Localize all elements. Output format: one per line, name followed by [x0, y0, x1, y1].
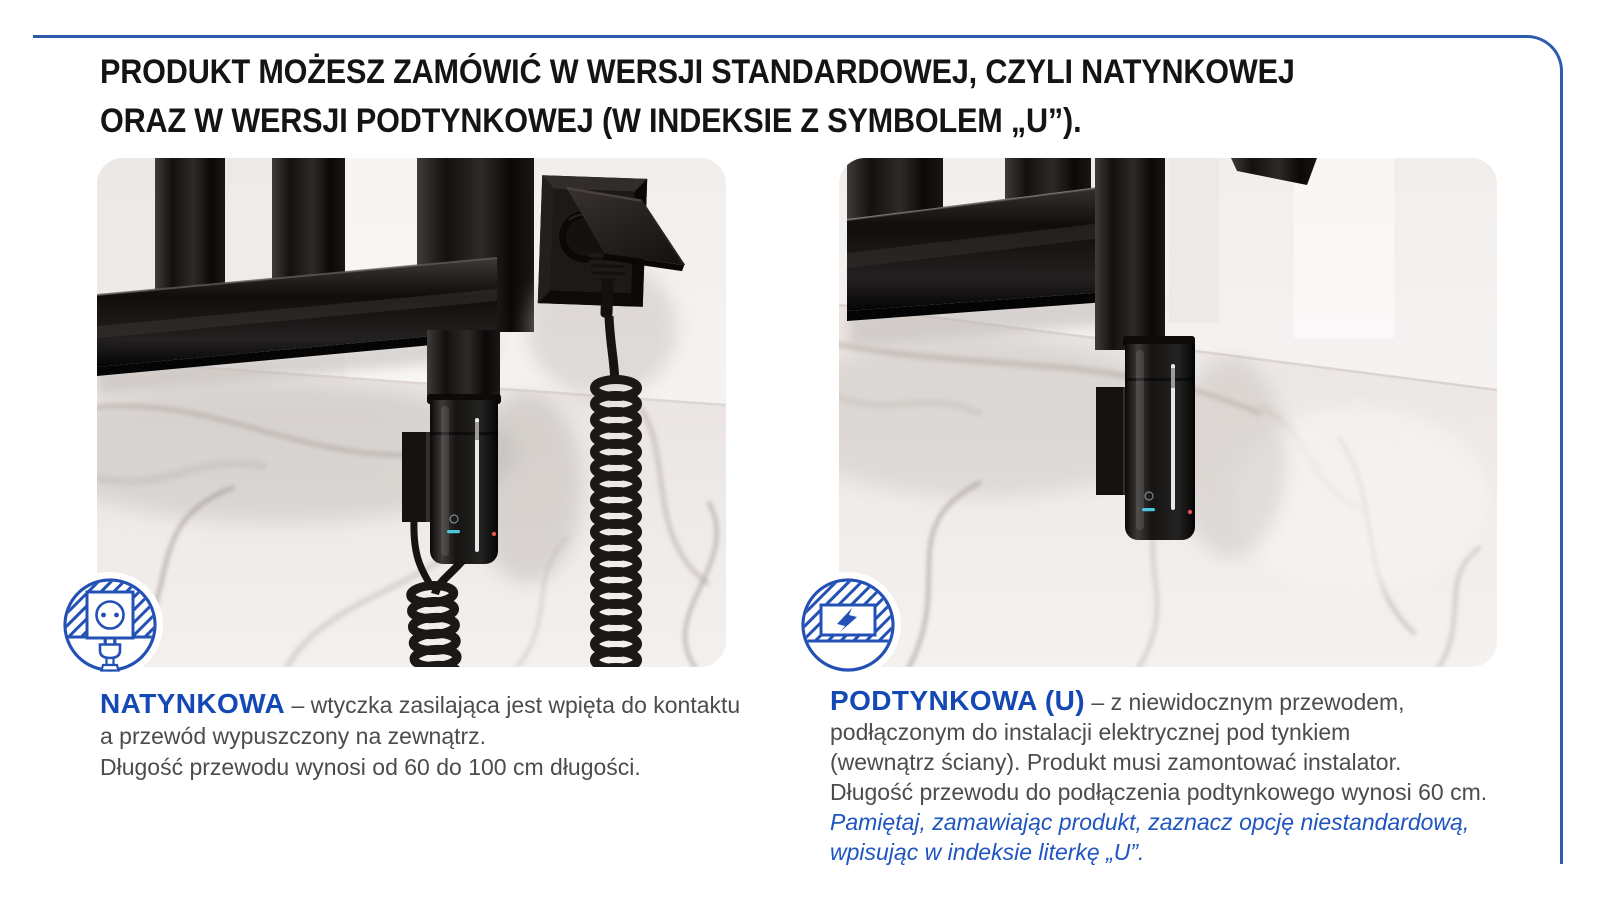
heater-indicator-cyan	[1142, 508, 1155, 511]
description-podtynkowa-line3: (wewnątrz ściany). Produkt musi zamontować instalator.	[830, 749, 1402, 775]
heater-indicator-cyan	[447, 530, 460, 533]
description-podtynkowa	[830, 686, 1540, 867]
page-title-line2: ORAZ W WERSJI PODTYNKOWEJ (W INDEKSIE Z SYMBOLEM „U”).	[100, 102, 1082, 140]
description-natynkowa-line3: Długość przewodu wynosi od 60 do 100 cm długości.	[100, 754, 641, 780]
order-note-line2: wpisując w indeksie literkę „U”.	[830, 839, 1145, 865]
wall-bracket	[1096, 387, 1127, 495]
heater-indicator-red	[492, 532, 496, 536]
lightning-in-wall-icon-svg	[794, 571, 902, 679]
description-natynkowa-line1: – wtyczka zasilająca jest wpięta do kontaktu	[285, 692, 741, 718]
description-natynkowa	[100, 688, 780, 783]
photo-podtynkowa-illustration	[839, 158, 1497, 667]
socket-plug-icon-svg	[56, 571, 164, 679]
description-podtynkowa-line4: Długość przewodu do podłączenia podtynkowego wynosi 60 cm.	[830, 779, 1488, 805]
variant-title-podtynkowa: PODTYNKOWA (U)	[830, 685, 1085, 716]
page-title-line1: PRODUKT MOŻESZ ZAMÓWIĆ W WERSJI STANDARDOWEJ, CZYLI NATYNKOWEJ	[100, 53, 1295, 91]
order-note-line1: Pamiętaj, zamawiając produkt, zaznacz opcję niestandardową,	[830, 809, 1470, 835]
description-podtynkowa-line1: – z niewidocznym przewodem,	[1085, 689, 1405, 715]
photo-podtynkowa	[839, 158, 1497, 667]
variant-title-natynkowa: NATYNKOWA	[100, 688, 286, 719]
page-title	[100, 48, 1295, 146]
wall-bracket	[402, 432, 430, 522]
description-natynkowa-line2: a przewód wypuszczony na zewnątrz.	[100, 723, 487, 749]
socket-plug-icon	[56, 571, 164, 679]
photo-natynkowa	[97, 158, 726, 667]
heater-indicator-red	[1188, 510, 1192, 514]
description-podtynkowa-line2: podłączonym do instalacji elektrycznej pod tynkiem	[830, 719, 1351, 745]
photo-natynkowa-illustration	[97, 158, 726, 667]
lightning-in-wall-icon	[794, 571, 902, 679]
